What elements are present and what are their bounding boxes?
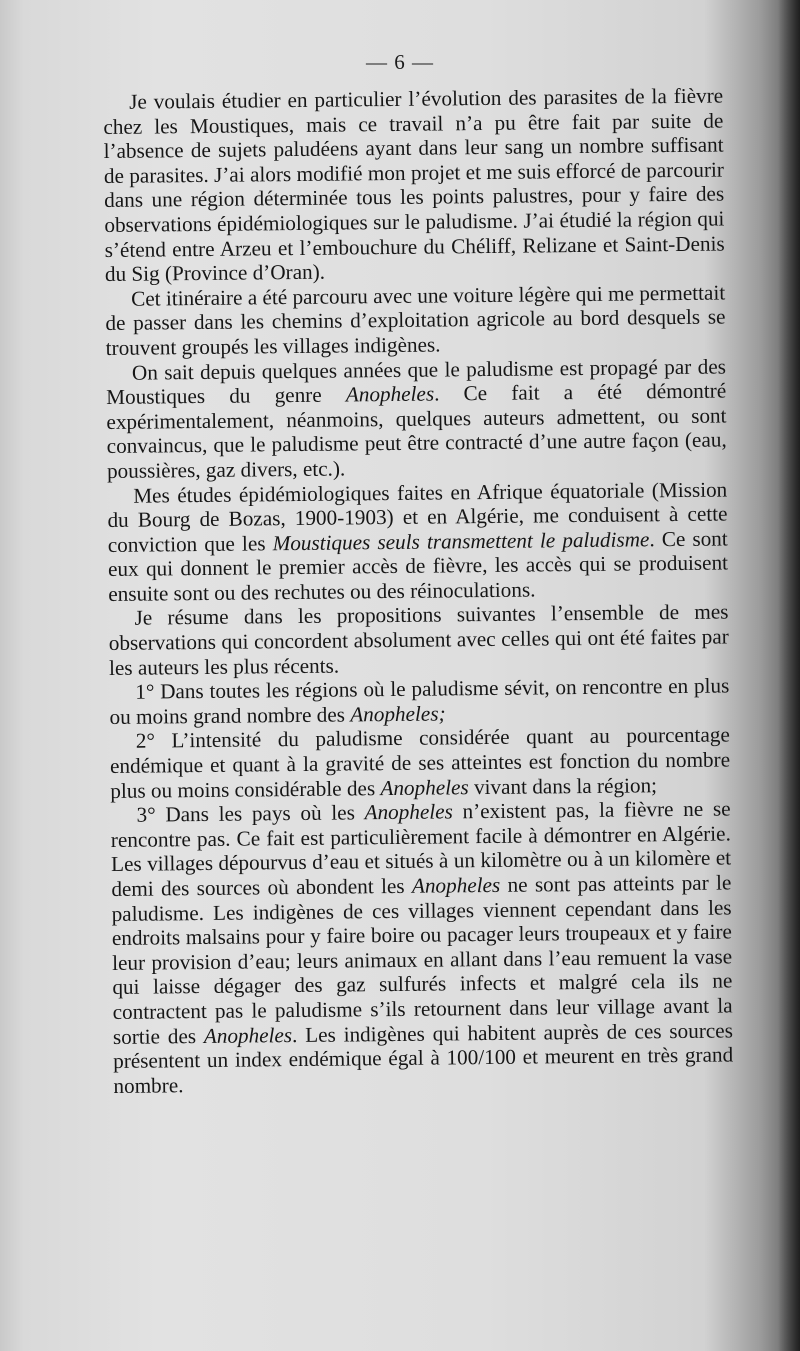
paragraph-4-italic: Moustiques seuls transmettent le paludisme [272, 526, 650, 555]
paragraph-5 [108, 600, 729, 680]
paragraph-4 [107, 477, 728, 606]
proposition-3-italic-d: Anopheles [411, 872, 501, 898]
paragraph-3-italic: Anopheles [345, 381, 435, 407]
proposition-2-italic: Anopheles [380, 774, 469, 800]
proposition-1 [109, 674, 729, 730]
paragraph-3-text-a: On sait depuis quelques années que le paludisme est propagé par des Moustiques du genre [106, 354, 727, 410]
paragraph-3 [106, 354, 727, 483]
proposition-2 [110, 723, 731, 803]
proposition-2-text-a: 2° L’intensité du paludisme considérée quant au pourcentage endémique et quant à la gravité de ses atteintes est fonction du nombre plus ou moins considérable des [109, 722, 731, 803]
proposition-3-text-c: n’existent pas, la fièvre ne se rencontre pas. Ce fait est particulièrement facile à démontrer en Algérie. Les villages dépourvus d’eau et situés à un kilomètre ou à un kilomère et demi des sources où abondent les [110, 796, 732, 901]
paragraph-1 [103, 84, 725, 287]
page-binding-shadow [778, 0, 800, 1351]
proposition-1-text-a: 1° Dans toutes les régions où le paludisme sévit, on rencontre en plus ou moins grand nombre des [109, 673, 730, 729]
paragraph-4-text-a: Mes études épidémiologiques faites en Afrique équatoriale (Mission du Bourg de Bozas, 1900-1903) et en Algérie, me conduisent à cette conviction que les [107, 476, 728, 557]
body-text [103, 84, 734, 1099]
paragraph-2 [105, 280, 726, 360]
paragraph-5-text: Je résume dans les propositions suivantes l’ensemble de mes observations qui concordent absolument avec celles qui ont été faites par les auteurs les plus récents. [108, 599, 729, 680]
proposition-3-text-g: . Les indigènes qui habitent auprès de ces sources présentent un index endémique égal à 100/100 et meurent en très grand nombre. [113, 1018, 734, 1098]
paragraph-2-text: Cet itinéraire a été parcouru avec une voiture légère qui me permettait de passer dans les chemins d’exploitation agricole au bord desquels se trouvent groupés les villages indigènes. [105, 280, 726, 360]
page-number: — 6 — [366, 50, 434, 74]
paragraph-4-text-c: . Ce sont eux qui donnent le premier accès de fièvre, les accès qui se produisent ensuite sont ou des rechutes ou des réinoculations. [107, 526, 729, 606]
proposition-2-text-c: vivant dans la région; [468, 772, 658, 799]
paragraph-1-text: Je voulais étudier en particulier l’évolution des parasites de la fièvre chez les Moustiques, mais ce travail n’a pu être fait par suite de l’absence de sujets paludéens ayant dans leur sang un nombre suffisant de parasites. J’ai alors modifié mon projet et me suis efforcé de parcourir dans une région déterminée tous les points palustres, pour y faire des observations épidémiologiques sur le paludisme. J’ai étudié la région qui s’étend entre Arzeu et l’embouchure du Chéliff, Relizane et Saint-Denis du Sig (Province d’Oran). [103, 83, 725, 287]
proposition-3 [110, 797, 733, 1099]
proposition-3-text-a: 3° Dans les pays où les [136, 800, 365, 827]
proposition-3-text-e: ne sont pas atteints par le paludisme. Les indigènes de ces villages viennent cependant dans les endroits malsains pour y faire boire ou pacager leurs troupeaux et y faire leur provision d’eau; leurs animaux en allant dans l’eau remuent la vase qui laisse dégager des gaz sulfurés infects et malgré cela ils ne contractent pas le paludisme s’ils retournent dans leur village avant la sortie des [111, 870, 733, 1049]
proposition-3-italic-f: Anopheles [203, 1022, 293, 1048]
proposition-3-italic-b: Anopheles [364, 799, 453, 825]
proposition-1-italic: Anopheles; [350, 701, 446, 727]
paragraph-3-text-c: . Ce fait a été démontré expérimentalement, néanmoins, quelques auteurs admettent, ou sont convaincus, que le paludisme peut être contracté d’une autre façon (eau, poussières, gaz divers, etc.). [106, 378, 727, 483]
